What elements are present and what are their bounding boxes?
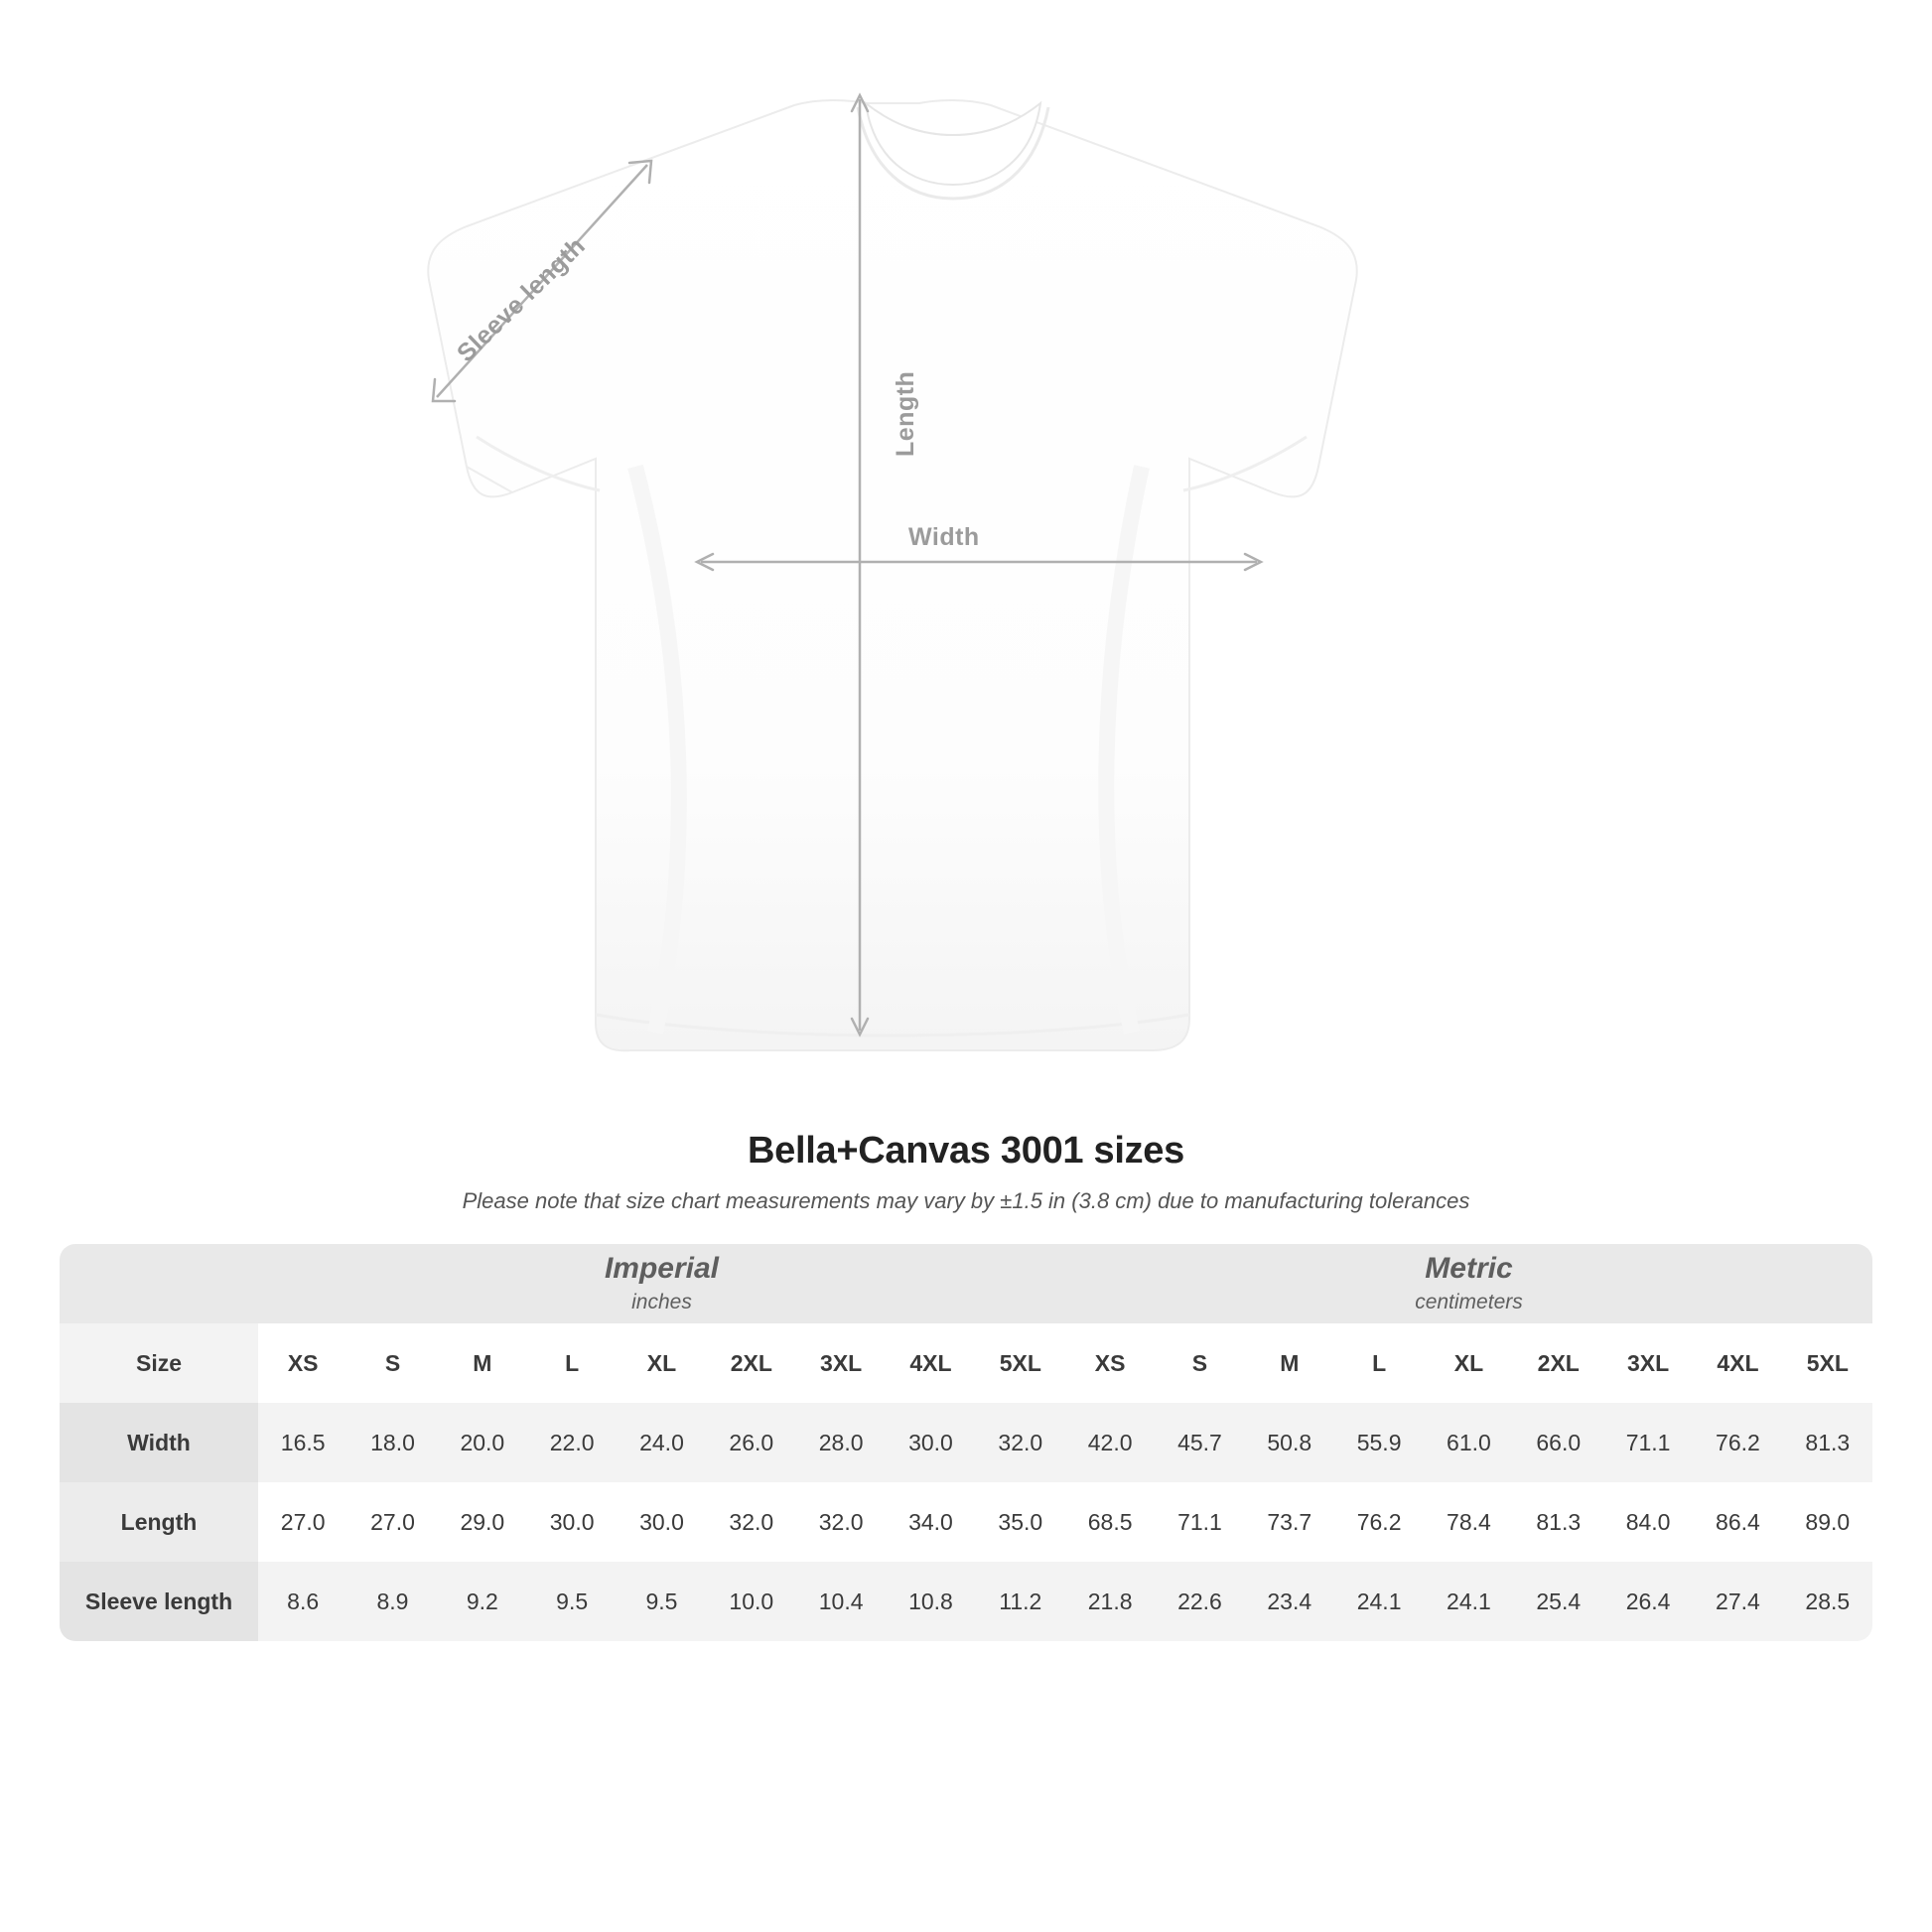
header-imperial-2xl: 2XL bbox=[707, 1323, 796, 1403]
table-row bbox=[60, 1403, 1872, 1482]
table-row bbox=[60, 1482, 1872, 1562]
header-imperial-s: S bbox=[347, 1323, 437, 1403]
header-metric-s: S bbox=[1155, 1323, 1244, 1403]
cell-length-metric-xs: 68.5 bbox=[1065, 1482, 1155, 1562]
cell-sleeve-imperial-xs: 8.6 bbox=[258, 1562, 347, 1641]
cell-width-imperial-5xl: 32.0 bbox=[976, 1403, 1065, 1482]
cell-sleeve-metric-s: 22.6 bbox=[1155, 1562, 1244, 1641]
cell-width-imperial-xl: 24.0 bbox=[617, 1403, 706, 1482]
width-label: Width bbox=[908, 523, 980, 551]
cell-width-metric-s: 45.7 bbox=[1155, 1403, 1244, 1482]
cell-width-imperial-xs: 16.5 bbox=[258, 1403, 347, 1482]
cell-length-metric-4xl: 86.4 bbox=[1693, 1482, 1782, 1562]
header-imperial-xs: XS bbox=[258, 1323, 347, 1403]
cell-length-imperial-s: 27.0 bbox=[347, 1482, 437, 1562]
unit-metric-name: Metric bbox=[1425, 1251, 1513, 1285]
cell-sleeve-metric-4xl: 27.4 bbox=[1693, 1562, 1782, 1641]
tolerance-note: Please note that size chart measurements may vary by ±1.5 in (3.8 cm) due to manufacturing tolerances bbox=[462, 1188, 1470, 1213]
header-metric-m: M bbox=[1245, 1323, 1334, 1403]
cell-sleeve-imperial-4xl: 10.8 bbox=[886, 1562, 975, 1641]
cell-width-imperial-3xl: 28.0 bbox=[796, 1403, 886, 1482]
header-metric-l: L bbox=[1334, 1323, 1424, 1403]
cell-length-imperial-4xl: 34.0 bbox=[886, 1482, 975, 1562]
header-metric-xs: XS bbox=[1065, 1323, 1155, 1403]
header-imperial-l: L bbox=[527, 1323, 617, 1403]
page-title: Bella+Canvas 3001 sizes bbox=[748, 1130, 1184, 1172]
cell-sleeve-imperial-3xl: 10.4 bbox=[796, 1562, 886, 1641]
cell-length-metric-m: 73.7 bbox=[1245, 1482, 1334, 1562]
size-header-row bbox=[60, 1323, 1872, 1403]
cell-length-metric-5xl: 89.0 bbox=[1783, 1482, 1872, 1562]
header-imperial-m: M bbox=[438, 1323, 527, 1403]
cell-length-imperial-5xl: 35.0 bbox=[976, 1482, 1065, 1562]
cell-sleeve-metric-xs: 21.8 bbox=[1065, 1562, 1155, 1641]
header-imperial-xl: XL bbox=[617, 1323, 706, 1403]
cell-sleeve-imperial-xl: 9.5 bbox=[617, 1562, 706, 1641]
row-label-length: Length bbox=[60, 1482, 258, 1562]
unit-imperial-sub: inches bbox=[631, 1291, 692, 1313]
cell-width-imperial-4xl: 30.0 bbox=[886, 1403, 975, 1482]
unit-banner-row bbox=[60, 1244, 1872, 1323]
cell-sleeve-metric-l: 24.1 bbox=[1334, 1562, 1424, 1641]
cell-sleeve-imperial-m: 9.2 bbox=[438, 1562, 527, 1641]
header-metric-5xl: 5XL bbox=[1783, 1323, 1872, 1403]
unit-imperial bbox=[258, 1244, 1065, 1323]
unit-metric bbox=[1065, 1244, 1872, 1323]
cell-width-metric-xs: 42.0 bbox=[1065, 1403, 1155, 1482]
cell-sleeve-metric-xl: 24.1 bbox=[1424, 1562, 1513, 1641]
cell-sleeve-imperial-2xl: 10.0 bbox=[707, 1562, 796, 1641]
cell-width-metric-l: 55.9 bbox=[1334, 1403, 1424, 1482]
cell-width-metric-2xl: 66.0 bbox=[1514, 1403, 1603, 1482]
size-table-body bbox=[60, 1244, 1872, 1641]
row-label-width: Width bbox=[60, 1403, 258, 1482]
cell-width-metric-xl: 61.0 bbox=[1424, 1403, 1513, 1482]
cell-width-imperial-m: 20.0 bbox=[438, 1403, 527, 1482]
size-table bbox=[60, 1244, 1872, 1641]
header-metric-3xl: 3XL bbox=[1603, 1323, 1693, 1403]
cell-sleeve-imperial-5xl: 11.2 bbox=[976, 1562, 1065, 1641]
header-size-label: Size bbox=[60, 1323, 258, 1403]
cell-length-imperial-xs: 27.0 bbox=[258, 1482, 347, 1562]
cell-length-metric-xl: 78.4 bbox=[1424, 1482, 1513, 1562]
header-metric-xl: XL bbox=[1424, 1323, 1513, 1403]
cell-sleeve-metric-3xl: 26.4 bbox=[1603, 1562, 1693, 1641]
cell-sleeve-imperial-l: 9.5 bbox=[527, 1562, 617, 1641]
cell-sleeve-metric-m: 23.4 bbox=[1245, 1562, 1334, 1641]
cell-length-imperial-m: 29.0 bbox=[438, 1482, 527, 1562]
cell-length-metric-3xl: 84.0 bbox=[1603, 1482, 1693, 1562]
cell-length-metric-s: 71.1 bbox=[1155, 1482, 1244, 1562]
cell-sleeve-imperial-s: 8.9 bbox=[347, 1562, 437, 1641]
header-imperial-4xl: 4XL bbox=[886, 1323, 975, 1403]
cell-width-imperial-s: 18.0 bbox=[347, 1403, 437, 1482]
header-imperial-5xl: 5XL bbox=[976, 1323, 1065, 1403]
header-metric-4xl: 4XL bbox=[1693, 1323, 1782, 1403]
title-block bbox=[0, 1130, 1932, 1214]
cell-length-imperial-2xl: 32.0 bbox=[707, 1482, 796, 1562]
unit-banner-spacer bbox=[60, 1244, 258, 1323]
row-label-sleeve-length: Sleeve length bbox=[60, 1562, 258, 1641]
cell-length-metric-2xl: 81.3 bbox=[1514, 1482, 1603, 1562]
size-table-wrapper bbox=[60, 1244, 1872, 1641]
cell-width-metric-5xl: 81.3 bbox=[1783, 1403, 1872, 1482]
cell-sleeve-metric-2xl: 25.4 bbox=[1514, 1562, 1603, 1641]
cell-width-imperial-l: 22.0 bbox=[527, 1403, 617, 1482]
cell-length-imperial-l: 30.0 bbox=[527, 1482, 617, 1562]
cell-length-imperial-3xl: 32.0 bbox=[796, 1482, 886, 1562]
length-label: Length bbox=[892, 370, 919, 457]
cell-length-imperial-xl: 30.0 bbox=[617, 1482, 706, 1562]
cell-width-metric-3xl: 71.1 bbox=[1603, 1403, 1693, 1482]
unit-imperial-name: Imperial bbox=[604, 1251, 719, 1285]
table-row bbox=[60, 1562, 1872, 1641]
cell-width-imperial-2xl: 26.0 bbox=[707, 1403, 796, 1482]
unit-metric-sub: centimeters bbox=[1415, 1291, 1523, 1313]
cell-width-metric-m: 50.8 bbox=[1245, 1403, 1334, 1482]
cell-sleeve-metric-5xl: 28.5 bbox=[1783, 1562, 1872, 1641]
header-imperial-3xl: 3XL bbox=[796, 1323, 886, 1403]
header-metric-2xl: 2XL bbox=[1514, 1323, 1603, 1403]
cell-width-metric-4xl: 76.2 bbox=[1693, 1403, 1782, 1482]
cell-length-metric-l: 76.2 bbox=[1334, 1482, 1424, 1562]
sleeve-length-label: Sleeve length bbox=[452, 231, 592, 368]
